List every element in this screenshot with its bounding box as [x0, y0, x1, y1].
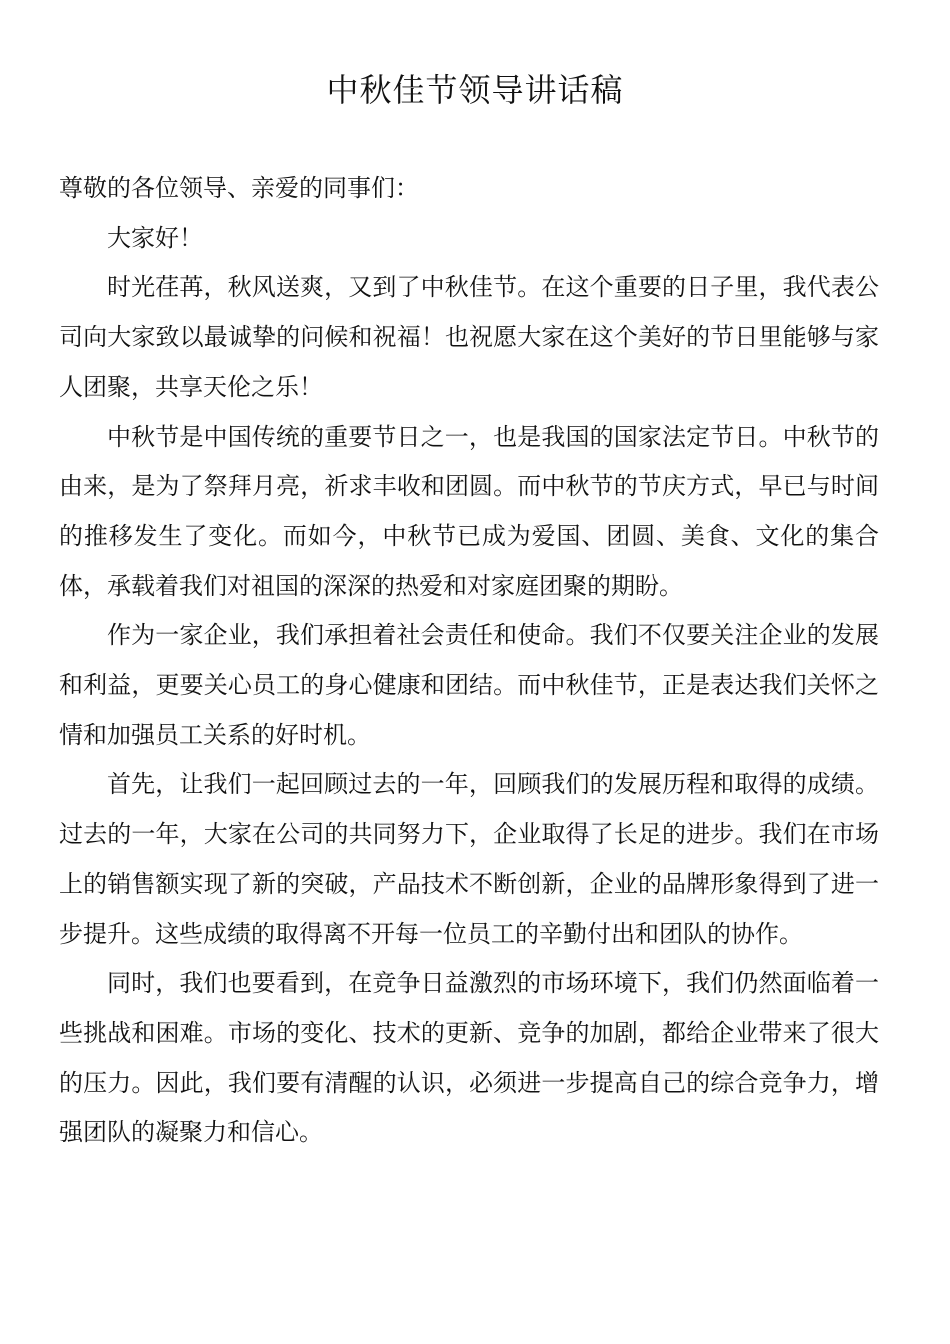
paragraph: 首先，让我们一起回顾过去的一年，回顾我们的发展历程和取得的成绩。过去的一年，大家在公司的共同努力下，企业取得了长足的进步。我们在市场上的销售额实现了新的突破，产品技术不断创新，企业的品牌形象得到了进一步提升。这些成绩的取得离不开每一位员工的辛勤付出和团队的协作。	[59, 770, 879, 948]
document-title: 中秋佳节领导讲话稿	[326, 71, 624, 109]
greeting: 大家好！	[107, 223, 203, 252]
paragraph: 时光荏苒，秋风送爽，又到了中秋佳节。在这个重要的日子里，我代表公司向大家致以最诚挚的问候和祝福！也祝愿大家在这个美好的节日里能够与家人团聚，共享天伦之乐！	[59, 273, 879, 401]
paragraph: 同时，我们也要看到，在竞争日益激烈的市场环境下，我们仍然面临着一些挑战和困难。市场的变化、技术的更新、竞争的加剧，都给企业带来了很大的压力。因此，我们要有清醒的认识，必须进一步提高自己的综合竞争力，增强团队的凝聚力和信心。	[59, 969, 879, 1147]
paragraph: 作为一家企业，我们承担着社会责任和使命。我们不仅要关注企业的发展和利益，更要关心员工的身心健康和团结。而中秋佳节，正是表达我们关怀之情和加强员工关系的好时机。	[59, 621, 879, 749]
paragraph: 中秋节是中国传统的重要节日之一，也是我国的国家法定节日。中秋节的由来，是为了祭拜月亮，祈求丰收和团圆。而中秋节的节庆方式，早已与时间的推移发生了变化。而如今，中秋节已成为爱国、团圆、美食、文化的集合体，承载着我们对祖国的深深的热爱和对家庭团聚的期盼。	[59, 422, 879, 600]
salutation: 尊敬的各位领导、亲爱的同事们：	[59, 174, 419, 202]
document-body	[59, 164, 879, 1158]
